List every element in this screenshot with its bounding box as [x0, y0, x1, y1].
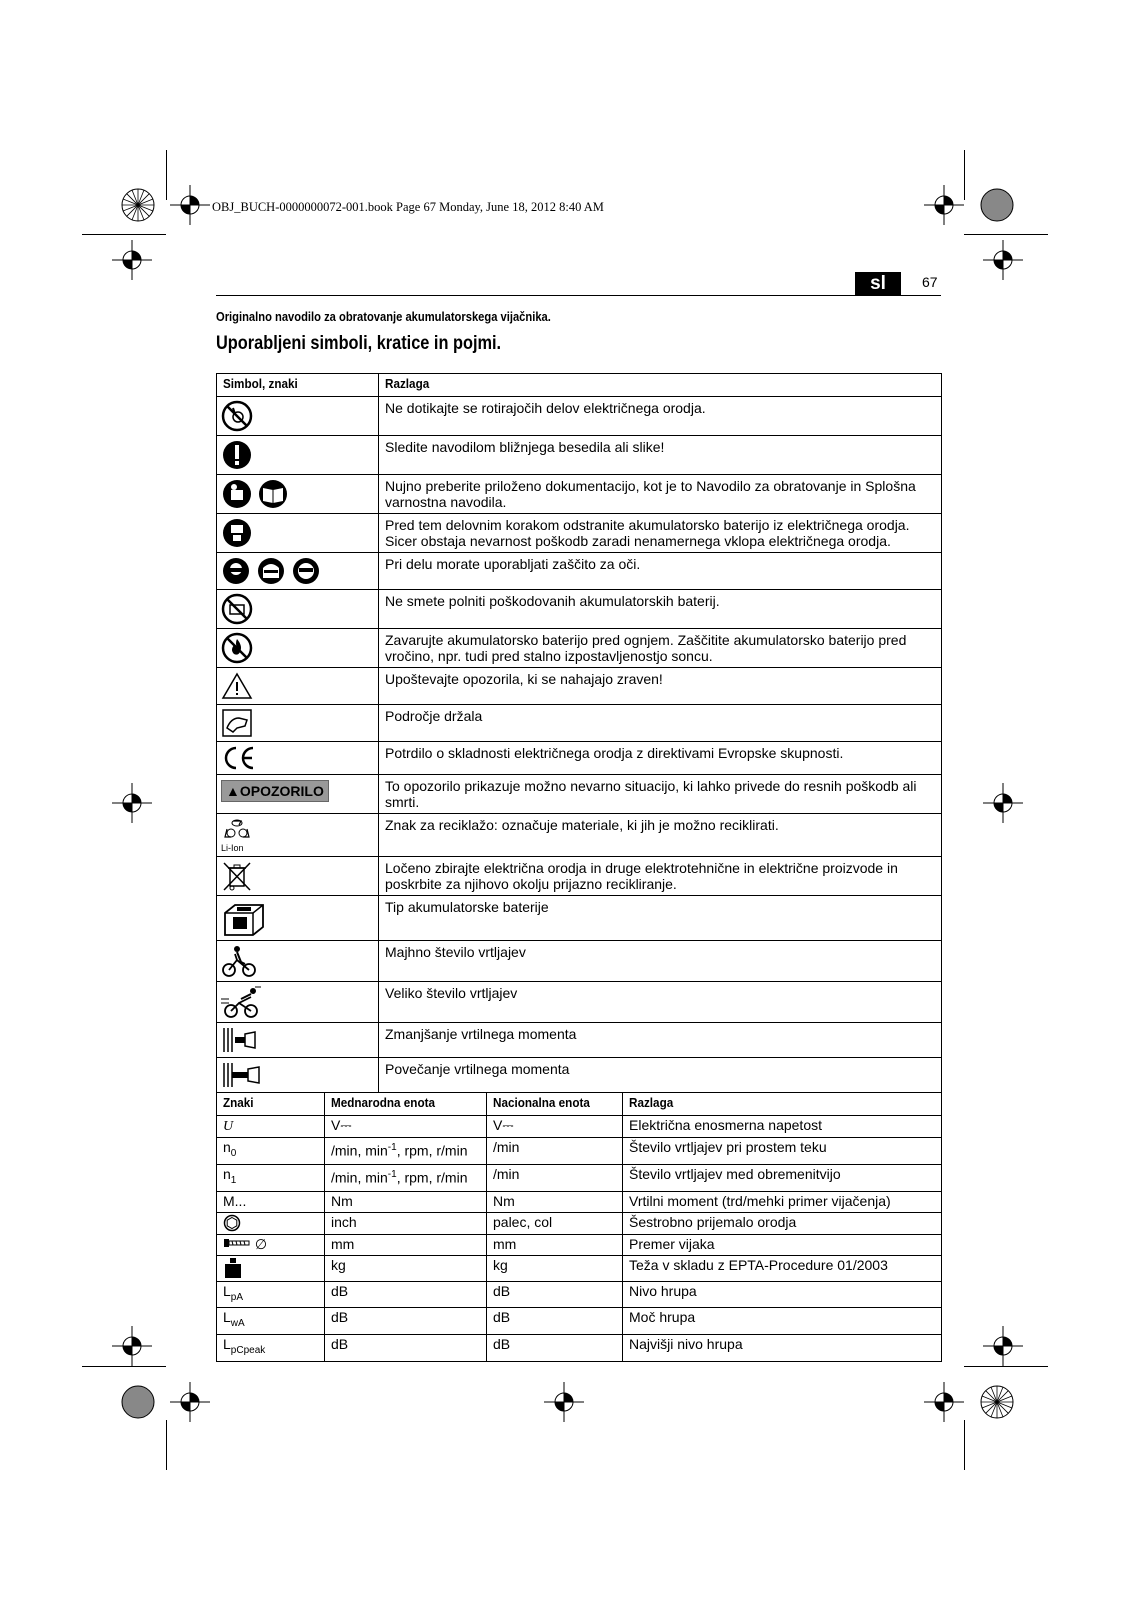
symbols-table: [216, 373, 942, 1093]
column-header: Nacionalna enota: [487, 1093, 623, 1116]
table-row: [217, 553, 942, 590]
recycling-icon: [221, 817, 253, 843]
crosshair-mark-icon: [983, 240, 1023, 280]
column-header: Razlaga: [623, 1093, 942, 1116]
symbol-description: To opozorilo prikazuje možno nevarno situacijo, ki lahko privede do resnih poškodb ali smrti.: [379, 775, 942, 814]
unit-description: Šestrobno prijemalo orodja: [623, 1212, 942, 1234]
li-ion-label: Li-Ion: [221, 843, 244, 853]
national-unit: dB: [487, 1308, 623, 1335]
symbol-description: Tip akumulatorske baterije: [379, 896, 942, 941]
crosshair-mark-icon: [170, 185, 210, 225]
registration-mark-circle-icon: [977, 1382, 1017, 1422]
read-manual-icon: [221, 478, 291, 510]
units-table: [216, 1092, 942, 1362]
intl-unit: mm: [325, 1234, 487, 1255]
crosshair-mark-icon: [112, 783, 152, 823]
unit-description: Moč hrupa: [623, 1308, 942, 1335]
table-row: [217, 629, 942, 668]
sign: M...: [217, 1191, 325, 1212]
no-charging-damaged-battery-icon: [221, 593, 253, 625]
column-header: Simbol, znaki: [217, 374, 379, 397]
national-unit: Nm: [487, 1191, 623, 1212]
crosshair-mark-icon: [544, 1382, 584, 1422]
national-unit: dB: [487, 1281, 623, 1308]
table-row: $L_{pCpeak}$ dB dB Najvišji nivo hrupa: [217, 1335, 942, 1362]
protect-from-fire-icon: [221, 632, 253, 664]
weight-icon: [223, 1257, 243, 1279]
table-row: $L_{wA}$ dB dB Moč hrupa: [217, 1308, 942, 1335]
unit-description: Število vrtljajev pri prostem teku: [623, 1138, 942, 1165]
table-row: [217, 514, 942, 553]
sign: n: [223, 1139, 231, 1155]
symbol-description: Področje držala: [379, 705, 942, 742]
header-rule: [216, 295, 941, 296]
symbol-description: Zmanjšanje vrtilnega momenta: [379, 1023, 942, 1058]
table-row: [217, 775, 942, 814]
table-row: [217, 668, 942, 705]
crosshair-mark-icon: [924, 185, 964, 225]
crosshair-mark-icon: [924, 1382, 964, 1422]
symbol-description: Zavarujte akumulatorsko baterijo pred ognjem. Zaščitite akumulatorsko baterijo pred vročino, npr. tudi pred stalno izpostavljenostjo soncu.: [379, 629, 942, 668]
registration-mark-gray-icon: [118, 1382, 158, 1422]
national-unit: V⎓: [487, 1116, 623, 1138]
crop-line: [82, 234, 166, 235]
table-row: [217, 436, 942, 475]
sign: n: [223, 1165, 231, 1182]
symbol-description: Sledite navodilom bližnjega besedila ali slike!: [379, 436, 942, 475]
weee-bin-icon: [221, 860, 253, 892]
symbol-description: Ločeno zbirajte električna orodja in druge elektrotehnične in električne proizvode in poskrbite za njihovo okolju prijazno recikliranje.: [379, 857, 942, 896]
crop-line: [82, 1366, 166, 1367]
table-row: $L_{pA}$ dB dB Nivo hrupa: [217, 1281, 942, 1308]
torque-decrease-icon: [221, 1026, 257, 1054]
sign: U: [223, 1119, 234, 1134]
table-row: [217, 1234, 942, 1255]
table-row: [217, 1116, 942, 1138]
table-row: [217, 475, 942, 514]
exclamation-icon: [221, 439, 253, 471]
national-unit: dB: [487, 1335, 623, 1362]
symbol-description: Povečanje vrtilnega momenta: [379, 1058, 942, 1093]
unit-description: Električna enosmerna napetost: [623, 1116, 942, 1138]
crop-line: [166, 150, 167, 200]
column-header: Mednarodna enota: [325, 1093, 487, 1116]
ce-mark-icon: [221, 745, 257, 771]
rotating-parts-prohibition-icon: [221, 400, 253, 432]
crosshair-mark-icon: [983, 783, 1023, 823]
screw-diameter-icon: [223, 1236, 251, 1250]
intl-unit: kg: [325, 1255, 487, 1281]
torque-increase-icon: [221, 1061, 261, 1089]
symbol-description: Veliko število vrtljajev: [379, 982, 942, 1023]
intl-unit: Nm: [325, 1191, 487, 1212]
language-code-badge: sl: [855, 272, 901, 296]
symbol-description: Nujno preberite priloženo dokumentacijo, kot je to Navodilo za obratovanje in Splošna varnostna navodila.: [379, 475, 942, 514]
symbol-description: Upoštevajte opozorila, ki se nahajajo zraven!: [379, 668, 942, 705]
table-row: $n_1$ /min, $\min^{-1}$, rpm, r/min /min Število vrtljajev med obremenitvijo: [217, 1164, 942, 1191]
unit-description: Število vrtljajev med obremenitvijo: [623, 1164, 942, 1191]
national-unit: /min: [487, 1138, 623, 1165]
hexagon-socket-icon: [223, 1214, 241, 1232]
table-row: [217, 857, 942, 896]
national-unit: palec, col: [487, 1212, 623, 1234]
crop-line: [964, 1420, 965, 1470]
table-row: [217, 982, 942, 1023]
intl-unit: inch: [325, 1212, 487, 1234]
sign: L: [223, 1282, 231, 1299]
table-row: [217, 1191, 942, 1212]
registration-mark-circle-icon: [118, 185, 158, 225]
remove-battery-icon: [221, 517, 253, 549]
section-title: Uporabljeni simboli, kratice in pojmi.: [216, 333, 502, 354]
symbol-description: Potrdilo o skladnosti električnega orodja z direktivami Evropske skupnosti.: [379, 742, 942, 775]
intl-unit: dB: [325, 1335, 487, 1362]
page-number: 67: [922, 274, 938, 290]
symbol-description: Znak za reciklažo: označuje materiale, ki jih je možno reciklirati.: [379, 814, 942, 857]
table-row: [217, 590, 942, 629]
crop-line: [964, 150, 965, 200]
unit-description: Premer vijaka: [623, 1234, 942, 1255]
intl-unit: V⎓: [325, 1116, 487, 1138]
crosshair-mark-icon: [112, 240, 152, 280]
unit-description: Najvišji nivo hrupa: [623, 1335, 942, 1362]
crop-line: [166, 1420, 167, 1470]
intl-unit: dB: [325, 1281, 487, 1308]
crosshair-mark-icon: [112, 1326, 152, 1366]
unit-description: Vrtilni moment (trd/mehki primer vijačenja): [623, 1191, 942, 1212]
unit-description: Nivo hrupa: [623, 1281, 942, 1308]
national-unit: mm: [487, 1234, 623, 1255]
symbol-description: Pred tem delovnim korakom odstranite akumulatorsko baterijo iz električnega orodja. Sicer obstaja nevarnost poškodb zaradi nenamernega vklopa električnega orodja.: [379, 514, 942, 553]
grip-area-icon: [221, 708, 253, 738]
table-row: [217, 705, 942, 742]
intl-unit: dB: [325, 1308, 487, 1335]
national-unit: kg: [487, 1255, 623, 1281]
table-row: [217, 397, 942, 436]
table-header-row: [217, 374, 942, 397]
table-row: [217, 1058, 942, 1093]
table-row: [217, 1255, 942, 1281]
crosshair-mark-icon: [170, 1382, 210, 1422]
table-row: $n_0$ /min, $\min^{-1}$, rpm, r/min /min Število vrtljajev pri prostem teku: [217, 1138, 942, 1165]
eye-protection-icon: [221, 556, 321, 586]
registration-mark-gray-icon: [977, 185, 1017, 225]
diameter-symbol: ∅: [254, 1235, 268, 1252]
column-header: Znaki: [217, 1093, 325, 1116]
column-header: Razlaga: [379, 374, 942, 397]
battery-pack-icon: [221, 899, 267, 937]
symbol-description: Pri delu morate uporabljati zaščito za oči.: [379, 553, 942, 590]
crop-line: [964, 234, 1048, 235]
sign: L: [223, 1336, 231, 1353]
symbol-description: Majhno število vrtljajev: [379, 941, 942, 982]
national-unit: /min: [487, 1164, 623, 1191]
table-row: [217, 814, 942, 857]
document-subtitle: Originalno navodilo za obratovanje akumulatorskega vijačnika.: [216, 309, 551, 324]
crosshair-mark-icon: [983, 1326, 1023, 1366]
table-header-row: [217, 1093, 942, 1116]
symbol-description: Ne dotikajte se rotirajočih delov električnega orodja.: [379, 397, 942, 436]
table-row: [217, 941, 942, 982]
slow-bicycle-icon: [221, 944, 257, 978]
crop-line: [964, 1366, 1048, 1367]
print-header: OBJ_BUCH-0000000072-001.book Page 67 Monday, June 18, 2012 8:40 AM: [212, 200, 604, 214]
table-row: [217, 742, 942, 775]
table-row: [217, 1023, 942, 1058]
fast-bicycle-icon: [221, 985, 263, 1019]
warning-label-icon: ▲OPOZORILO: [221, 780, 329, 802]
table-row: [217, 896, 942, 941]
warning-triangle-icon: [221, 671, 253, 701]
table-row: [217, 1212, 942, 1234]
symbol-description: Ne smete polniti poškodovanih akumulatorskih baterij.: [379, 590, 942, 629]
unit-description: Teža v skladu z EPTA-Procedure 01/2003: [623, 1255, 942, 1281]
sign: L: [223, 1309, 231, 1326]
